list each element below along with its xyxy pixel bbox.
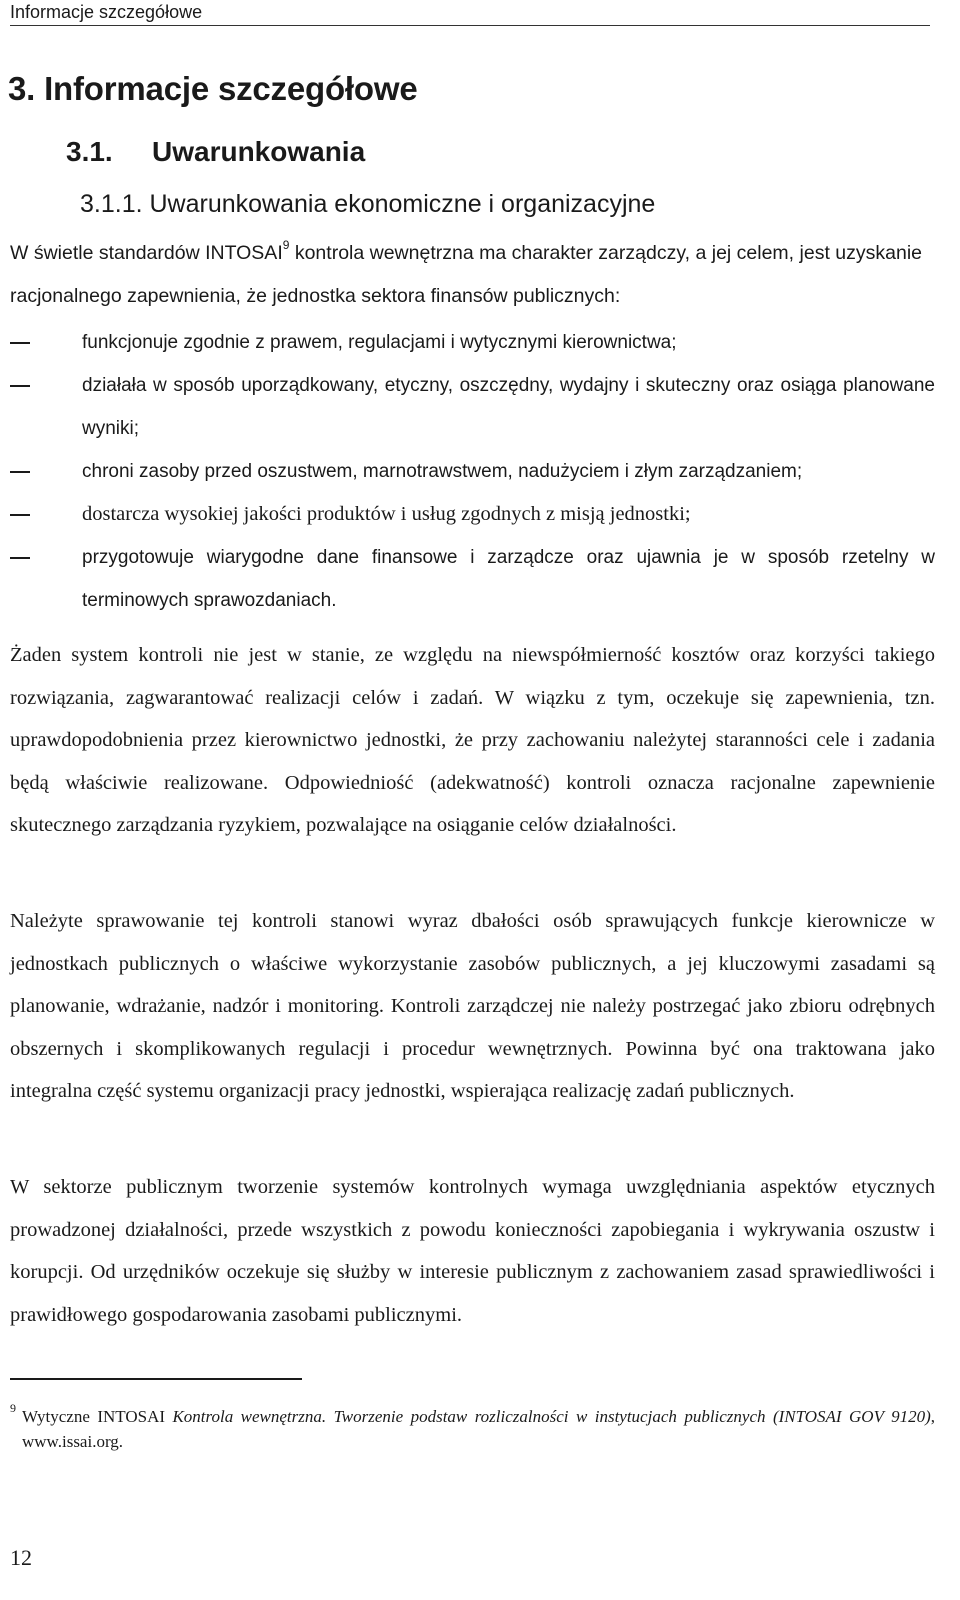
footnote-separator [10, 1378, 302, 1380]
list-item-text: przygotowuje wiarygodne dane finansowe i zarządcze oraz ujawnia je w sposób rzetelny w terminowych sprawozdaniach. [82, 547, 935, 611]
intro-paragraph [10, 232, 935, 318]
footnote-body [10, 1404, 935, 1454]
subsubsection-heading: 3.1.1. Uwarunkowania ekonomiczne i organizacyjne [80, 190, 656, 218]
body-paragraph: Żaden system kontroli nie jest w stanie, ze względu na niewspółmierność kosztów oraz korzyści takiego rozwiązania, zagwarantować realizacji celów i zadań. W wiązku z tym, oczekuje się zapewnienia, tzn. uprawdopodobnienia przez kierownictwo jednostki, że przy zachowaniu należytej staranności cele i zadania będą właściwie realizowane. Odpowiedniość (adekwatność) kontroli oznacza racjonalne zapewnienie skutecznego zarządzania ryzykiem, pozwalające na osiąganie celów działalności. [10, 644, 935, 836]
footnote-prefix: Wytyczne INTOSAI [22, 1407, 173, 1426]
list-item-text: działała w sposób uporządkowany, etyczny, oszczędny, wydajny i skuteczny oraz osiąga planowane wyniki; [82, 375, 935, 439]
subsection-number: 3.1. [66, 136, 113, 167]
intro-text-start: W świetle standardów INTOSAI [10, 242, 283, 264]
footnote-reference[interactable]: 9 [282, 238, 290, 252]
body-paragraph: W sektorze publicznym tworzenie systemów kontrolnych wymaga uwzględniania aspektów etycznych prowadzonej działalności, przede wszystkich z powodu konieczności zapobiegania i wykrywania oszustw i korupcji. Od urzędników oczekuje się służby w interesie publicznym z zachowaniem zasad sprawiedliwości i prawidłowego gospodarowania zasobami publicznymi. [10, 1176, 935, 1326]
dash-bullet [10, 557, 30, 559]
dash-bullet [10, 385, 30, 387]
list-item-text: chroni zasoby przed oszustwem, marnotrawstwem, nadużyciem i złym zarządzaniem; [82, 461, 803, 482]
intro-text-end: kontrola wewnętrzna ma charakter zarządczy, a jej celem, jest uzyskanie racjonalnego zapewnienia, że jednostka sektora finansów publicznych: [10, 242, 922, 307]
list-item-text: funkcjonuje zgodnie z prawem, regulacjami i wytycznymi kierownictwa; [82, 332, 677, 353]
body-paragraph: Należyte sprawowanie tej kontroli stanowi wyraz dbałości osób sprawujących funkcje kierownicze w jednostkach publicznych o właściwe wykorzystanie zasobów publicznych, a jej kluczowymi zasadami są planowanie, wdrażanie, nadzór i monitoring. Kontroli zarządczej nie należy postrzegać jako zbioru odrębnych obszernych i skomplikowanych regulacji i procedur wewnętrznych. Powinna być ona traktowana jako integralna część systemu organizacji pracy jednostki, wspierająca realizację zadań publicznych. [10, 910, 935, 1102]
footnote-title: Kontrola wewnętrzna. Tworzenie podstaw rozliczalności w instytucjach publicznych (INTOSAI GOV 9120) [172, 1407, 931, 1426]
footnote [10, 1401, 935, 1454]
dash-bullet [10, 471, 30, 473]
list-item [10, 450, 935, 493]
page-number: 12 [10, 1545, 32, 1570]
dash-bullet [10, 514, 30, 516]
list-item [10, 321, 935, 364]
running-header: Informacje szczegółowe [10, 0, 930, 26]
footnote-number: 9 [10, 1401, 16, 1415]
dash-bullet [10, 342, 30, 344]
list-item-text: dostarcza wysokiej jakości produktów i usług zgodnych z misją jednostki; [82, 503, 691, 525]
list-item [10, 536, 935, 622]
section-heading: 3. Informacje szczegółowe [8, 70, 418, 107]
list-item [10, 364, 935, 450]
footnote-suffix: , www.issai.org. [22, 1407, 935, 1451]
bullet-list [10, 321, 935, 622]
subsection-heading [66, 136, 365, 168]
list-item [10, 493, 935, 536]
subsection-title: Uwarunkowania [152, 136, 366, 167]
